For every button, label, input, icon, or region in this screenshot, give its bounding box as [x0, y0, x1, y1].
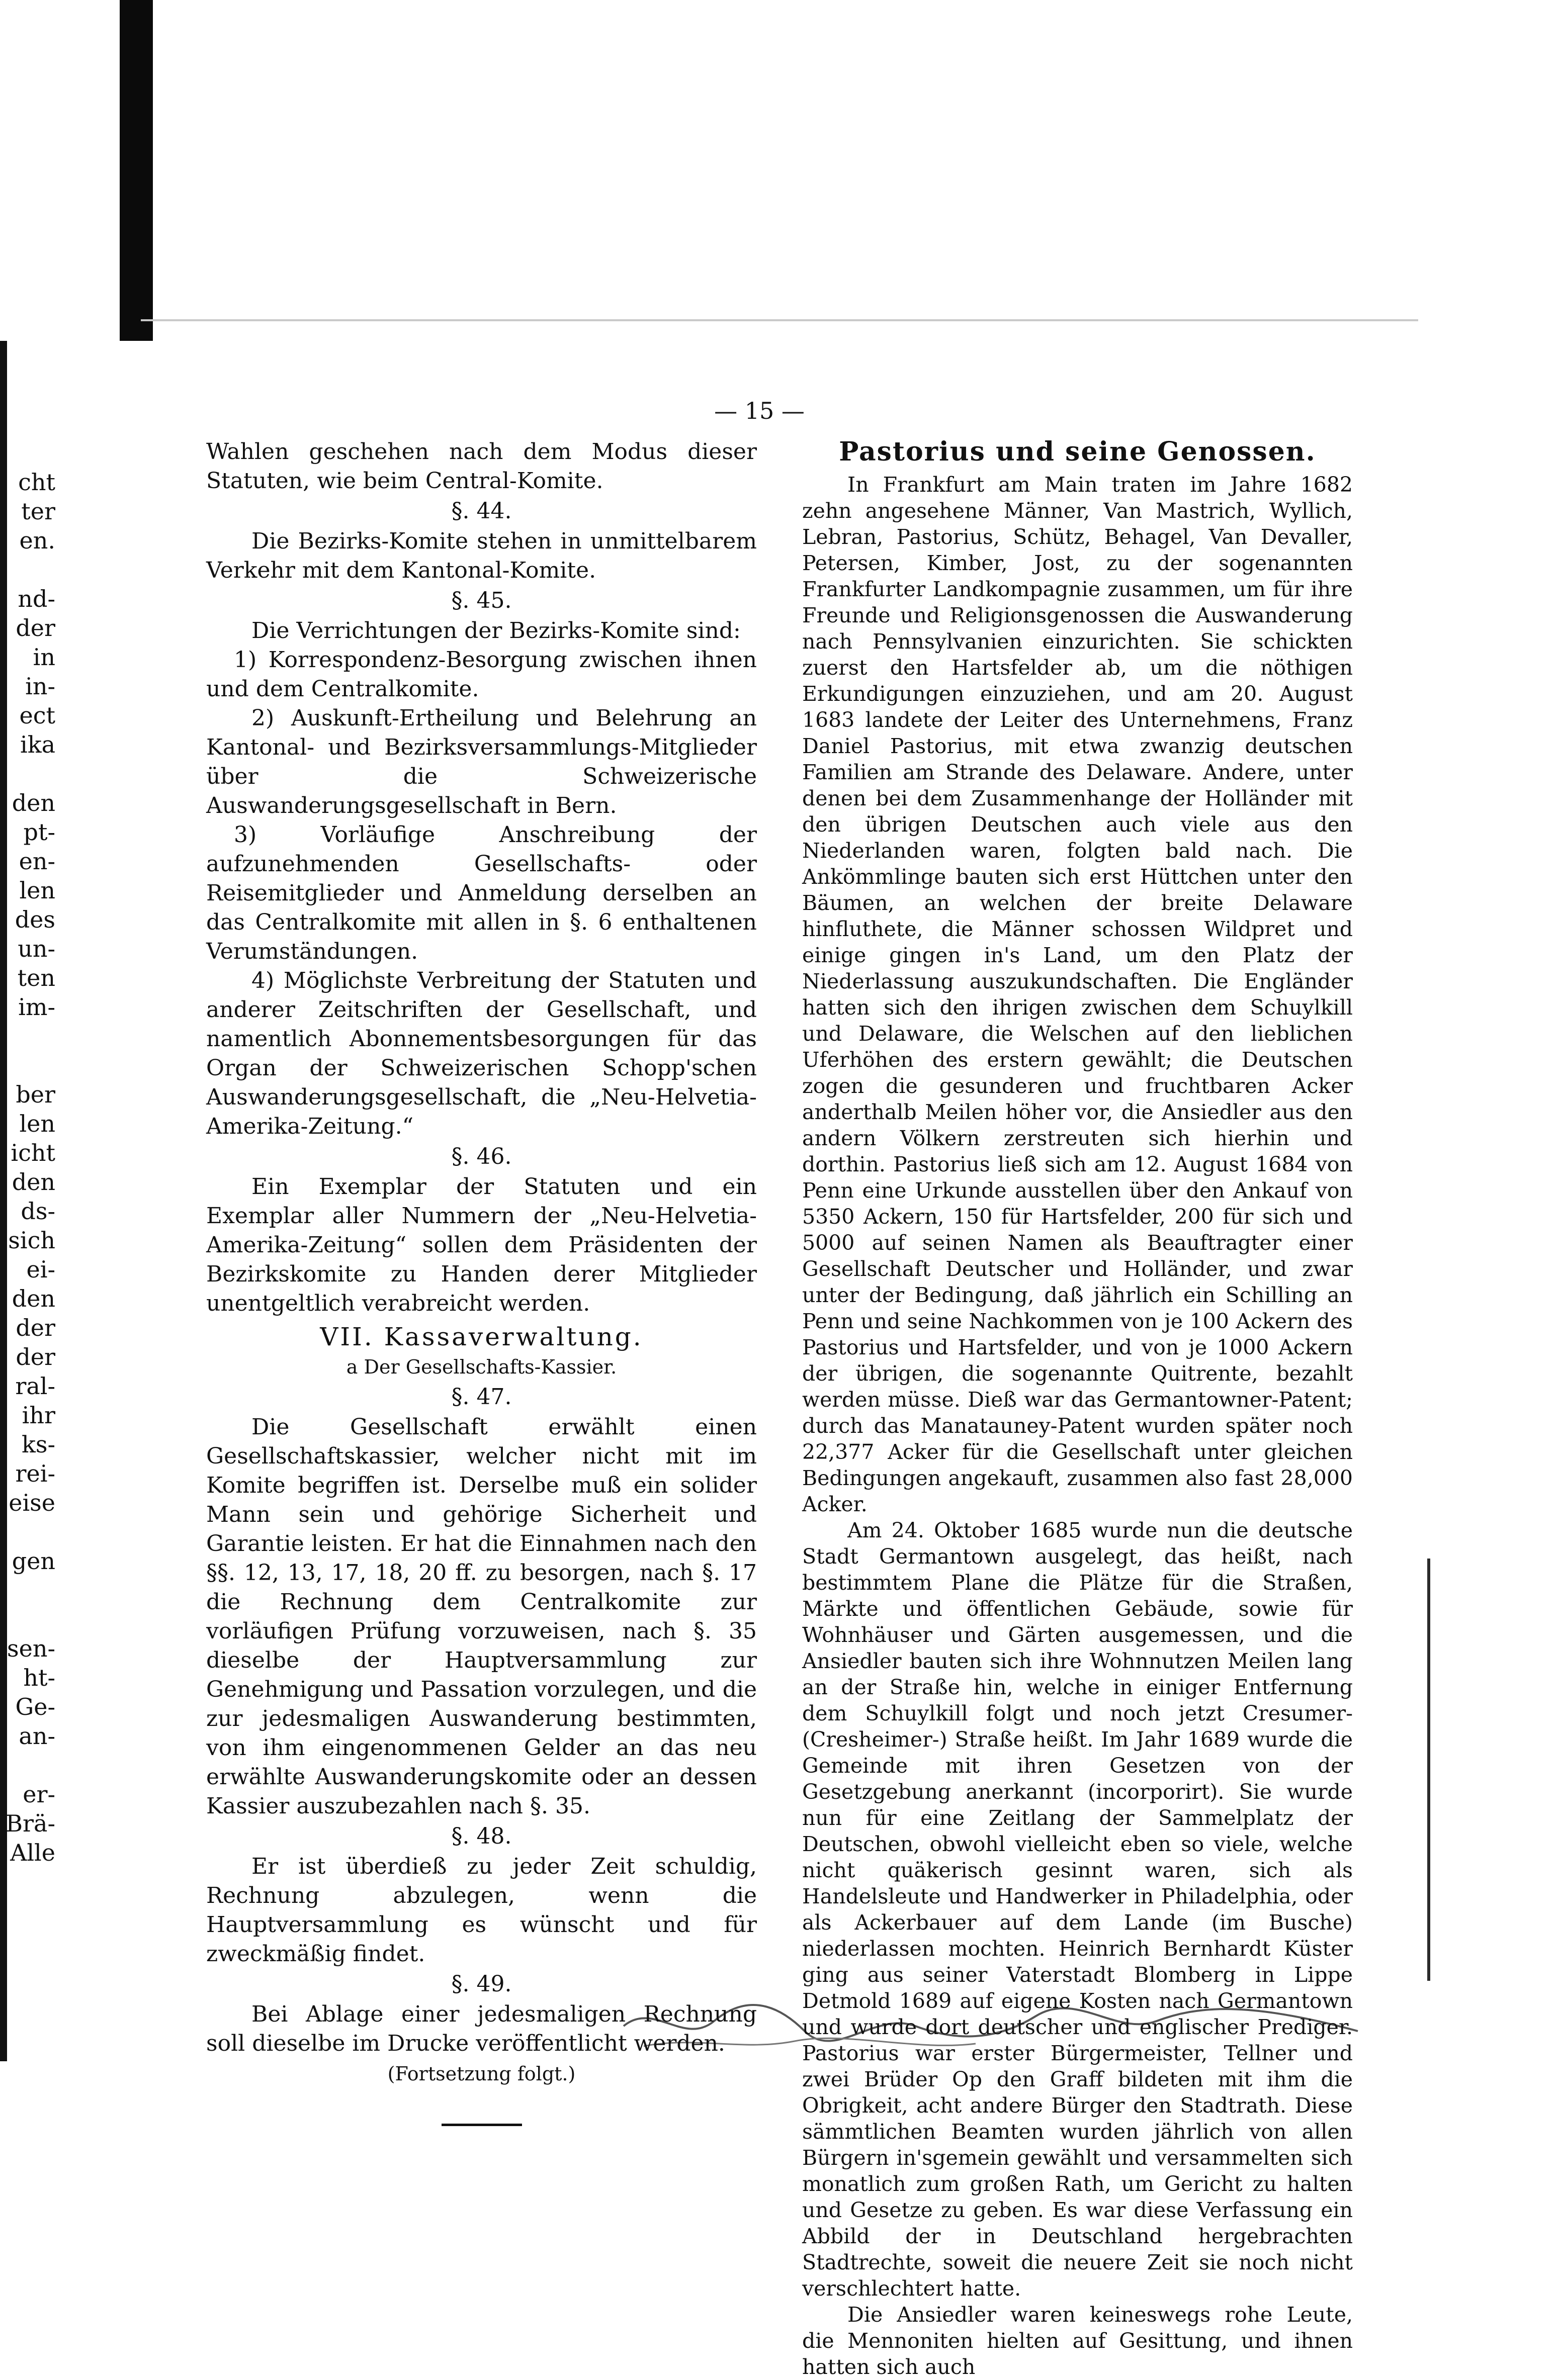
fragment-line: der	[16, 614, 55, 642]
section-7-title: VII. Kassaverwaltung.	[320, 1322, 643, 1351]
article-paragraph-1: In Frankfurt am Main traten im Jahre 1682 zehn angesehene Männer, Van Mastrich, Wyllich, Lebran, Pastorius, Schütz, Behagel, Van Devaller, Petersen, Kimber, Jost, zu der sogenannten Frankfurter Landkompagnie zusammen, um für ihre Freunde und Religionsgenossen die Auswanderung nach Pennsylvanien einzurichten. Sie schickten zuerst den Hartsfelder ab, um die nöthigen Erkundigungen einzuziehen, und am 20. August 1683 landete der Leiter des Unternehmens, Franz Daniel Pastorius, mit etwa zwanzig deutschen Familien am Strande des Delaware. Andere, unter denen bei dem Zusammenhange der Holländer mit den übrigen Deutschen auch viele aus den Niederlanden waren, folgten bald nach. Die Ankömmlinge bauten sich erst Hüttchen unter den Bäumen, an welchen der breite Delaware hinfluthete, die Männer schossen Wildpret und einige gingen in's Land, um den Platz der Niederlassung auszukundschaften. Die Engländer hatten sich den ihrigen zwischen dem Schuylkill und Delaware, die Welschen auf den lieblichen Uferhöhen des erstern gewählt; die Deutschen zogen die gesunderen und fruchtbaren Acker anderthalb Meilen höher vor, die Ansiedler aus den andern Völkern zerstreuten sich hierhin und dorthin. Pastorius ließ sich am 12. August 1684 von Penn eine Urkunde ausstellen über den Ankauf von 5350 Ackern, 150 für Hartsfelder, 200 für sich und 5000 auf seinen Namen als Beauftragter einer Gesellschaft Deutscher und Holländer, und zwar unter der Bedingung, daß jährlich ein Schilling an Penn und seine Nachkommen von je 100 Ackern des Pastorius und Hartsfelder, und von je 1000 Ackern der übrigen, die sogenannte Quitrente, bezahlt werden müsse. Dieß war das Germantowner-Patent; durch das Manatauney-Patent wurden später noch 22,377 Acker für die Gesellschaft unter gleichen Bedingungen angekauft, zusammen also fast 28,000 Acker.	[802, 473, 1353, 1516]
paragraph-45-item-3: 3) Vorläufige Anschreibung der aufzunehmenden Gesellschafts- oder Reisemitglieder und Anmeldung derselben an das Centralkomite mit allen in §. 6 enthaltenen Verumständungen.	[206, 822, 757, 964]
fragment-line: im-	[18, 993, 55, 1021]
intro-paragraph: Wahlen geschehen nach dem Modus dieser Statuten, wie beim Central-Komite.	[206, 439, 757, 494]
fragment-line: ei-	[26, 1256, 55, 1283]
fragment-line: ht-	[23, 1664, 55, 1691]
fragment-line: den	[12, 1285, 55, 1312]
fragment-line: un-	[18, 935, 55, 962]
paragraph-44-text: Die Bezirks-Komite stehen in unmittelbarem Verkehr mit dem Kantonal-Komite.	[206, 528, 757, 583]
fragment-line: ect	[19, 702, 55, 729]
fragment-line: den	[12, 789, 55, 816]
fragment-line: sen-	[7, 1635, 55, 1662]
paragraph-45-item-2: 2) Auskunft-Ertheilung und Belehrung an Kantonal- und Bezirksversammlungs-Mitglieder über die Schweizerische Auswanderungsgesellschaft in Bern.	[206, 705, 757, 818]
fragment-line: gen	[12, 1547, 55, 1575]
fragment-line: len	[19, 877, 55, 904]
fragment-line: nd-	[18, 585, 55, 612]
continued-note: (Fortsetzung folgt.)	[387, 2063, 576, 2085]
fragment-line	[0, 1605, 55, 1634]
previous-page-fragments	[0, 468, 55, 1867]
fragment-line: Brä-	[6, 1810, 55, 1837]
fragment-line: ds-	[21, 1198, 55, 1225]
paragraph-47-text: Die Gesellschaft erwählt einen Gesellschaftskassier, welcher nicht mit im Komite begriffen ist. Derselbe muß ein solider Mann sein und gehörige Sicherheit und Garantie leisten. Er hat die Einnahmen nach den §§. 12, 13, 17, 18, 20 ff. zu besorgen, nach §. 17 die Rechnung dem Centralkomite zur vorläufigen Prüfung vorzuweisen, nach §. 35 dieselbe der Hauptversammlung zur Genehmigung und Passation vorzulegen, und die zur jedesmaligen Auswanderung bestimmten, von ihm eingenommenen Gelder an das neu erwählte Auswanderungskomite oder an dessen Kassier auszubezahlen nach §. 35.	[206, 1414, 757, 1819]
fragment-line: an-	[19, 1722, 55, 1750]
paragraph-49-heading: §. 49.	[451, 1971, 512, 1997]
fragment-line	[0, 1051, 55, 1080]
right-column	[802, 437, 1353, 2380]
fragment-line: ter	[21, 498, 55, 525]
fragment-line	[0, 1751, 55, 1780]
page-top-edge	[141, 319, 1418, 321]
fragment-line: ihr	[22, 1402, 55, 1429]
fragment-line: ika	[20, 731, 55, 758]
fragment-line: der	[16, 1343, 55, 1370]
scan-margin-bar	[120, 0, 153, 341]
fragment-line: eise	[9, 1489, 55, 1516]
page-number: — 15 —	[714, 397, 805, 424]
fragment-line: icht	[11, 1139, 55, 1166]
fragment-line: ber	[16, 1081, 55, 1108]
fragment-line	[0, 1517, 55, 1546]
section-7-subtitle: a Der Gesellschafts-Kassier.	[346, 1356, 617, 1378]
article-paragraph-2: Am 24. Oktober 1685 wurde nun die deutsche Stadt Germantown ausgelegt, das heißt, nach bestimmtem Plane die Plätze für die Straßen, Märkte und öffentlichen Gebäude, sowie für Wohnhäuser und Gärten ausgemessen, und die Ansiedler bauten sich ihre Wohnnutzen Meilen lang an der Straße hin, welche in einiger Entfernung dem Schuylkill folgt und noch jetzt Cresumer-(Cresheimer-) Straße heißt. Im Jahr 1689 wurde die Gemeinde mit ihren Gesetzen von der Gesetzgebung anerkannt (incorporirt). Sie wurde nun für eine Zeitlang der Sammelplatz der Deutschen, obwohl vielleicht eben so viele, welche nicht quäkerisch gesinnt waren, sich als Handelsleute und Handwerker in Philadelphia, oder als Ackerbauer auf dem Lande (im Busche) niederlassen mochten. Heinrich Bernhardt Küster ging aus seiner Vaterstadt Blomberg in Lippe Detmold 1689 auf eigene Kosten nach Germantown und wurde dort deutscher und englischer Prediger. Pastorius war erster Bürgermeister, Tellner und zwei Brüder Op den Graff bildeten mit ihm die Obrigkeit, acht andere Bürger den Stadtrath. Diese sämmtlichen Beamten wurden jährlich von allen Bürgern in'sgemein gewählt und versammelten sich monatlich zum großen Rath, um Gericht zu halten und Gesetze zu geben. Es war diese Verfassung ein Abbild der in Deutschland hergebrachten Stadtrechte, soweit die neuere Zeit sie noch nicht verschlechtert hatte.	[802, 1518, 1353, 2301]
fragment-line: ks-	[21, 1431, 55, 1458]
fragment-line	[0, 759, 55, 788]
fragment-line: er-	[23, 1781, 55, 1808]
paragraph-46-heading: §. 46.	[451, 1144, 512, 1169]
paragraph-44-heading: §. 44.	[451, 498, 512, 524]
paragraph-48-text: Er ist überdieß zu jeder Zeit schuldig, Rechnung abzulegen, wenn die Hauptversammlung es wünscht und für zweckmäßig findet.	[206, 1854, 757, 1967]
article-title: Pastorius und seine Genossen.	[839, 436, 1316, 467]
paragraph-49-text: Bei Ablage einer jedesmaligen Rechnung soll dieselbe im Drucke veröffentlicht werden.	[206, 2001, 757, 2056]
fragment-line: ral-	[15, 1372, 55, 1400]
paragraph-45-item-1: 1) Korrespondenz-Besorgung zwischen ihnen und dem Centralkomite.	[206, 647, 757, 702]
fragment-line	[0, 1022, 55, 1051]
fragment-line: der	[16, 1314, 55, 1341]
fragment-line: pt-	[23, 818, 55, 846]
fragment-line: des	[15, 906, 55, 933]
paragraph-46-text: Ein Exemplar der Statuten und ein Exemplar aller Nummern der „Neu-Helvetia-Amerika-Zeitung“ sollen dem Präsidenten der Bezirkskomite zu Handen derer Mitglieder unentgeltlich verabreicht werden.	[206, 1174, 757, 1316]
section-divider	[442, 2124, 522, 2126]
fragment-line: en-	[19, 848, 55, 875]
fragment-line: en.	[19, 527, 55, 554]
fragment-line: den	[12, 1168, 55, 1196]
fragment-line: Alle	[10, 1839, 55, 1866]
paragraph-45-intro: Die Verrichtungen der Bezirks-Komite sind:	[251, 618, 741, 644]
fragment-line: sich	[8, 1227, 55, 1254]
fragment-line: in	[33, 644, 55, 671]
left-column	[206, 437, 757, 2126]
paragraph-45-item-4: 4) Möglichste Verbreitung der Statuten und anderer Zeitschriften der Gesellschaft, und namentlich Abonnementsbesorgungen für das Organ der Schweizerischen Schopp'schen Auswanderungsgesellschaft, die „Neu-Helvetia-Amerika-Zeitung.“	[206, 968, 757, 1139]
paragraph-45-heading: §. 45.	[451, 588, 512, 613]
fragment-line: cht	[18, 469, 55, 496]
page-right-edge	[1427, 1559, 1430, 1981]
fragment-line: ten	[17, 964, 55, 991]
article-paragraph-3: Die Ansiedler waren keineswegs rohe Leute, die Mennoniten hielten auf Gesittung, und ihnen hatten sich auch	[802, 2303, 1353, 2379]
fragment-line: Ge-	[15, 1693, 55, 1720]
paragraph-47-heading: §. 47.	[451, 1384, 512, 1410]
fragment-line: len	[19, 1110, 55, 1137]
fragment-line	[0, 1576, 55, 1605]
fragment-line	[0, 555, 55, 584]
fragment-line: in-	[25, 673, 55, 700]
paragraph-48-heading: §. 48.	[451, 1823, 512, 1849]
fragment-line: rei-	[15, 1460, 55, 1487]
